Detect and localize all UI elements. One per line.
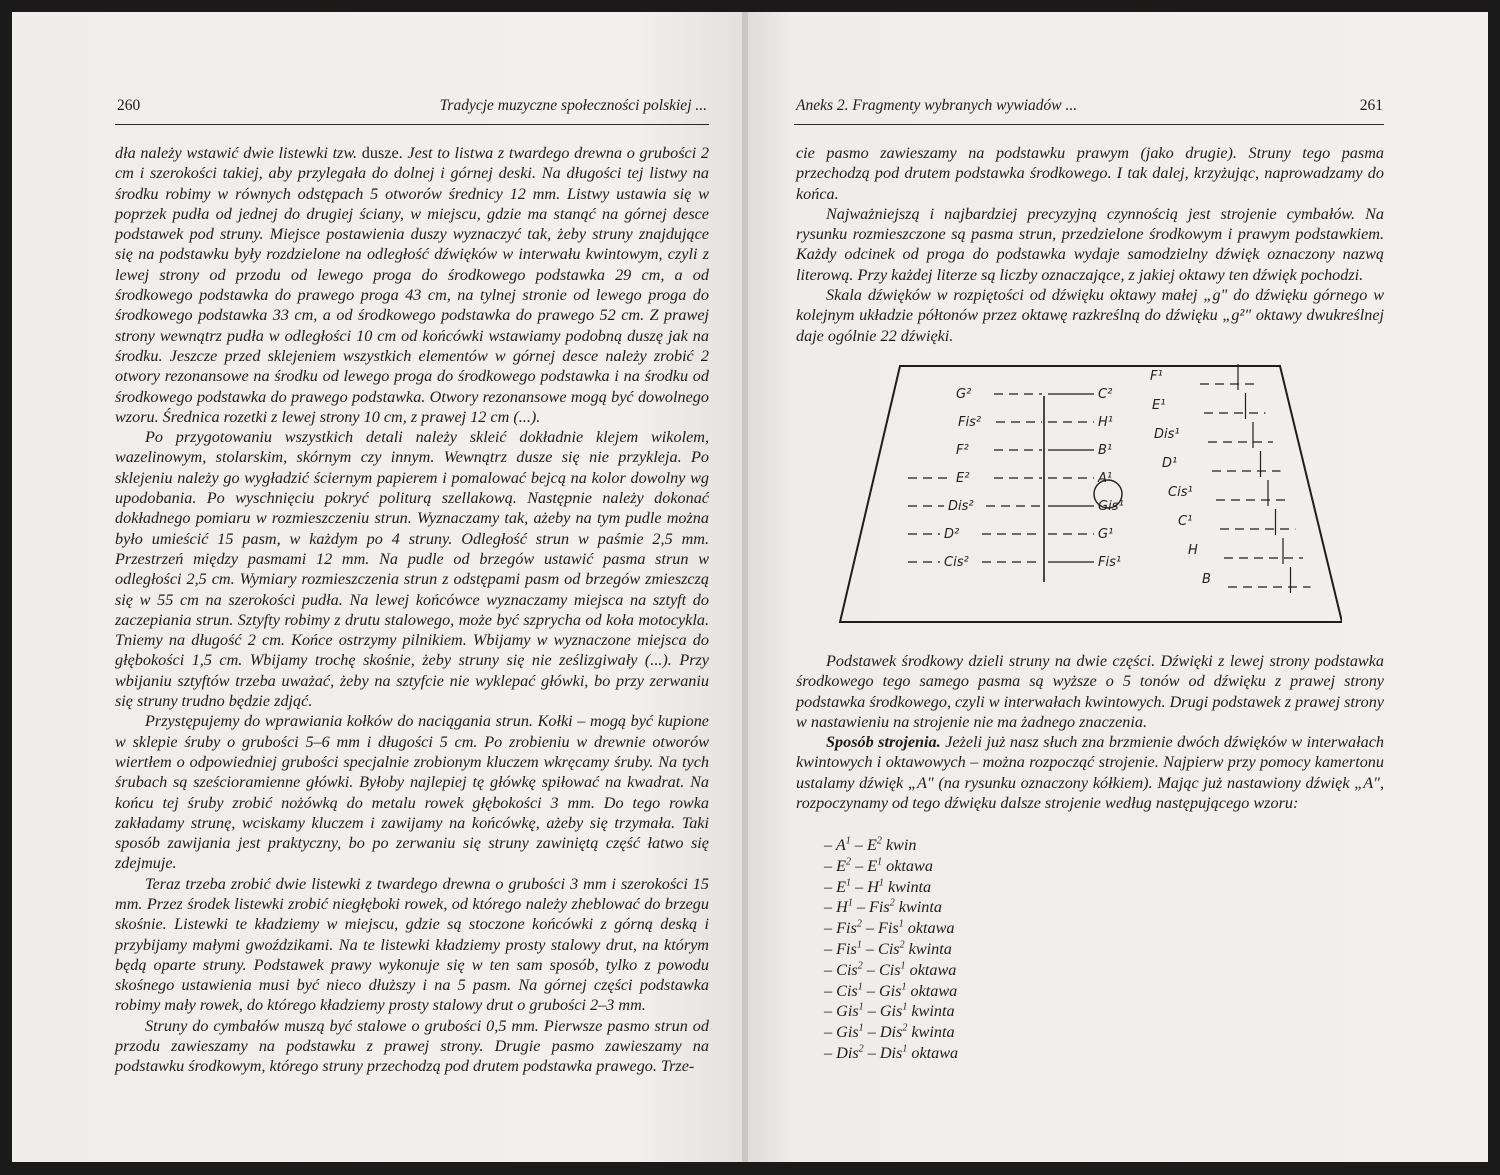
text-run: Jeżeli już nasz słuch zna brzmienie dwóch dźwięków w interwałach kwintowych i oktawowych – można rozpocząć strojenie. Najpierw przy pomocy kamertonu ustalamy dźwięk „A" (na rysunku oznaczony kółkiem). Mając już nastawiony dźwięk „A", rozpoczynamy od tego dźwięku dalsze strojenie według następującego wzoru: — [796, 733, 1384, 813]
paragraph: Struny do cymbałów muszą być stalowe o grubości 0,5 mm. Pierwsze pasmo strun od przodu zawieszamy na podstawku z prawej strony. Drugie pasmo zawieszamy na podstawku środkowym, którego struny przechodzą pod drutem podstawka prawego. Trze- — [115, 1016, 709, 1076]
note-label-right: C¹ — [1178, 514, 1193, 529]
note-label-right: F¹ — [1150, 369, 1163, 384]
paragraph: cie pasmo zawieszamy na podstawku prawym (jako drugie). Struny tego pasma przechodzą pod drutem podstawka środkowego. I tak dalej, krzyżując, naprowadzamy do końca. — [796, 144, 1384, 203]
note-label-middle: A¹ — [1098, 471, 1113, 486]
running-title-left: Tradycje muzyczne społeczności polskiej ... — [439, 97, 707, 114]
tuning-step: – Dis$^2$ – Dis$^1$ oktawa — [824, 1043, 959, 1062]
tuning-step: – $E^1 - H^1$ kwinta — [824, 877, 932, 896]
note-label-middle: C² — [1098, 387, 1113, 402]
diagram-frame — [840, 366, 1342, 622]
note-label-left: G² — [956, 387, 972, 402]
text-run: Jest to listwa z twardego drewna o grubości 2 cm i szerokości takiej, aby przylegała do dolnej i górnej deski. Na długości tej listwy na środku robimy w równych odstępach 5 otworów średnicy 12 mm. Listwy ustawia się w poprzek pudła od jednej do drugiej ściany, w miejscu, gdzie ma stanąć na górnej desce podstawek pod struny. Miejsce postawienia duszy wyznaczyć tak, żeby struny znajdujące się na podstawku były rozdzielone na odległość dźwięków w interwału kwintowym, czyli z lewej strony od przodu od lewego proga do środkowego podstawka 29 cm, a od środkowego podstawka do prawego proga 43 cm, na tylnej stronie od lewego proga do środkowego podstawka 33 cm, a od środkowego podstawka do prawego 52 cm. Z prawej strony wewnątrz pudła w odległości 10 cm od końcówki wstawiamy podobną duszę jak na środku. Jeszcze przed sklejeniem wszystkich elementów w górnej desce należy zrobić 2 otwory rezonansowe na środku od lewego proga do środkowego podstawka i na środku od środkowego podstawka do prawego podstawka. Otwory rezonansowe mogą być dowolnego wzoru. Średnica rozetki z lewej strony 10 cm, z prawej 12 cm (...). — [115, 144, 709, 426]
tuning-step: – Cis$^2$ – Cis$^1$ oktawa — [824, 960, 957, 979]
left-running-head — [117, 97, 707, 119]
note-label-right: B — [1202, 572, 1211, 587]
note-label-left: Dis² — [948, 499, 974, 514]
note-label-left: F² — [956, 443, 969, 458]
header-rule-left — [115, 124, 709, 125]
tuning-step: – Fis$^2$ – Fis$^1$ oktawa — [824, 918, 955, 938]
section-heading: Sposób strojenia. — [826, 733, 941, 752]
tuning-sequence-list — [824, 835, 1124, 1064]
right-page-body-bottom — [796, 651, 1384, 813]
note-label-right: D¹ — [1162, 456, 1178, 471]
note-label-left: Fis² — [958, 415, 982, 430]
note-label-right: E¹ — [1152, 398, 1166, 413]
note-label-right: H — [1188, 543, 1198, 558]
paragraph: Przystępujemy do wprawiania kołków do naciągania strun. Kołki – mogą być kupione w sklepie śruby o grubości 5–6 mm i długości 5 cm. Po zrobieniu w drewnie otworów wiertłem o odpowiedniej grubości specjalnie zrobionym kluczem wkręcamy śruby. Na tych śrubach są sześcioramienne główki. Byłoby najlepiej tę główkę spiłować na kwadrat. Na końcu tej śruby zrobić nożówką do metalu rowek głębokości 3 mm. Do tego rowka zakładamy strunę, wciskamy kluczem i zawijamy na końcówkę, ażeby się trzymała. Taki sposób zawijania jest praktyczny, bo po zerwaniu się struny zawiniętą część łatwo się zdejmuje. — [115, 712, 709, 873]
middle-label-group — [1097, 387, 1124, 570]
tuning-step: – Cis$^1$ – Gis$^1$ oktawa — [824, 981, 958, 1000]
text-run: dła należy wstawić dwie listewki tzw. — [115, 144, 358, 162]
paragraph: Teraz trzeba zrobić dwie listewki z twardego drewna o grubości 3 mm i szerokości 15 mm. Przez środek listewki zrobić niegłęboki rowek, od którego należy zheblować do brzegu skośnie. Listewki te kładziemy w miejscu, gdzie są stoczone końcówki z górną deską i przybijamy małymi gwoździkami. Na te listewki kładziemy prosty stalowy drut, na którym będą oparte struny. Podstawek prawy wykonuje się w ten sam sposób, tylko z powodu skośnego ustawienia musi być nieco dłuższy i na 5 pasm. Na górnej części podstawka robimy mały rowek, do którego kładziemy prosty stalowy drut o grubości 2–3 mm. — [115, 874, 709, 1015]
left-label-group — [944, 387, 981, 570]
header-rule-right — [794, 124, 1384, 125]
tuning-step: – Gis$^1$ – Dis$^2$ kwinta — [824, 1022, 955, 1042]
term-dusze: dusze. — [361, 144, 403, 162]
note-label-middle: Gis¹ — [1098, 499, 1124, 514]
running-title-right: Aneks 2. Fragmenty wybranych wywiadów ... — [796, 97, 1078, 114]
paragraph: Podstawek środkowy dzieli struny na dwie części. Dźwięki z lewej strony podstawka środkowego tego samego pasma są wyższe o 5 tonów od dźwięku z prawej strony podstawka środkowego, czyli w interwałach kwintowych. Drugi podstawek z prawej strony w nastawieniu na strojenie nie ma żadnego znaczenia. — [796, 652, 1384, 731]
paragraph: Skala dźwięków w rozpiętości od dźwięku oktawy małej „g" do dźwięku górnego w kolejnym układzie półtonów przez oktawę razkreślną do dźwięku „g²" oktawy dwukreślnej daje ogólnie 22 dźwięki. — [796, 286, 1384, 345]
right-label-group — [1150, 369, 1211, 587]
left-page-body — [115, 143, 709, 1077]
tuning-step: – $E^2 - E^1$ oktawa — [824, 856, 933, 875]
right-page-body-top — [796, 143, 1384, 346]
note-label-right: Dis¹ — [1154, 427, 1180, 442]
paragraph: Po przygotowaniu wszystkich detali należy skleić dokładnie klejem wikolem, wazelinowym, stolarskim, skórnym czy innym. Wewnątrz dusze się nie przykleja. Po sklejeniu należy go wygładzić ściernym papierem i pomalować bejcą na kolor dowolny wg upodobania. Po wyschnięciu pokryć politurą szellakową. Następnie należy dokonać dokładnego pomiaru w rozmieszczeniu strun. Wyznaczamy tak, ażeby na tym pudle można było umieścić 15 pasm, w każdym po 4 struny. Odległość strun w paśmie 2,5 mm. Przestrzeń między pasmami 12 mm. Na pudle od brzegów ustawić pasma strun w odległości 2,5 cm. Wymiary rozmieszczenia strun z odstępami pasm od brzegów zmieszczą się w 55 cm na szerokości pudła. Na lewej końcówce wyznaczamy miejsca na sztyft do zaczepiania strun. Sztyfty robimy z drutu stalowego, może być szprycha od koła motocykla. Tniemy na długość 2 cm. Końce ostrzymy pilnikiem. Wbijamy w wyznaczone miejsca do głębokości 1,5 cm. Wbijamy trochę skośnie, żeby struny się nie ześlizgiwały (...). Przy wbijaniu sztyftów trzeba uważać, żeby na sztyfcie nie wyklepać główki, bo przy zerwaniu się struny trudno będzie zdjąć. — [115, 428, 709, 711]
note-label-middle: B¹ — [1098, 443, 1113, 458]
tuning-step: – $H^1 - Fis^2$ kwinta — [824, 898, 942, 917]
note-label-left: Cis² — [944, 555, 969, 570]
tuning-step: – $A^1 - E^2$ kwin — [824, 835, 917, 854]
note-label-middle: H¹ — [1098, 415, 1113, 430]
paragraph — [115, 143, 709, 427]
right-running-head — [796, 97, 1383, 119]
page-number-left: 260 — [117, 97, 141, 114]
paragraph — [796, 732, 1384, 813]
note-label-left: D² — [944, 527, 960, 542]
note-label-left: E² — [956, 471, 970, 486]
tuning-step: – Fis$^1$ – Cis$^2$ kwinta — [824, 939, 952, 958]
note-label-middle: Fis¹ — [1098, 555, 1122, 570]
page-number-right: 261 — [1359, 97, 1383, 114]
note-label-middle: G¹ — [1098, 527, 1114, 542]
string-layout-diagram — [838, 360, 1342, 628]
tuning-step: – Gis$^1$ – Gis$^1$ kwinta — [824, 1001, 955, 1021]
note-label-right: Cis¹ — [1168, 485, 1193, 500]
paragraph: Najważniejszą i najbardziej precyzyjną czynnością jest strojenie cymbałów. Na rysunku rozmieszczone są pasma strun, przedzielone środkowym i prawym podstawkiem. Każdy odcinek od proga do podstawka wydaje samodzielny dźwięk oznaczony nazwą literową. Przy każdej literze są liczby oznaczające, z jakiej oktawy ten dźwięk pochodzi. — [796, 204, 1384, 284]
